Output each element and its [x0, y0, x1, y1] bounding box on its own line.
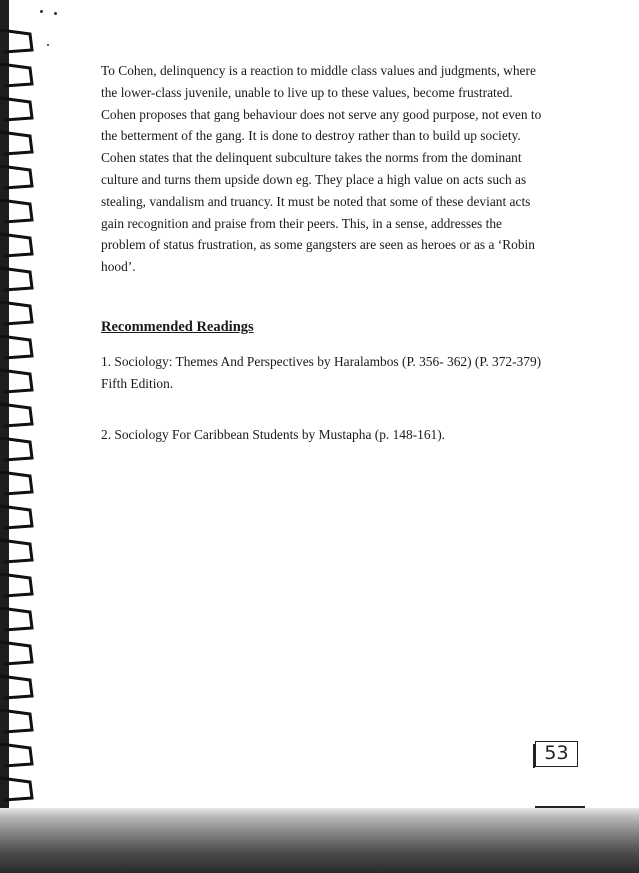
- body-paragraph: To Cohen, delinquency is a reaction to middle class values and judgments, where the lower-class juvenile, unable to live up to these values, become frustrated. Cohen proposes that gang behaviour does not serve any good purpose, not even to the betterment of the gang. It is done to destroy rather than to build up society. Cohen states that the delinquent subculture takes the norms from the dominant culture and turns them upside down eg. They place a high value on acts such as stealing, vandalism and truancy. It must be noted that some of these deviant acts gain recognition and praise from their peers. This, in a sense, addresses the problem of status frustration, as some gangsters are seen as heroes or as a ‘Robin hood’.: [101, 63, 542, 275]
- scan-speck: [54, 12, 57, 15]
- reading-item-1: 1. Sociology: Themes And Perspectives by Haralambos (P. 356- 362) (P. 372-379) Fifth Edition.: [101, 354, 542, 391]
- scan-speck: [47, 44, 49, 46]
- page-edge-shadow: [0, 808, 639, 873]
- scan-speck: [40, 10, 43, 13]
- reading-item-2: 2. Sociology For Caribbean Students by Mustapha (p. 148-161).: [101, 427, 446, 442]
- recommended-readings-heading: Recommended Readings: [101, 319, 254, 335]
- spiral-binding: [0, 0, 40, 830]
- page-number: 53: [535, 741, 578, 767]
